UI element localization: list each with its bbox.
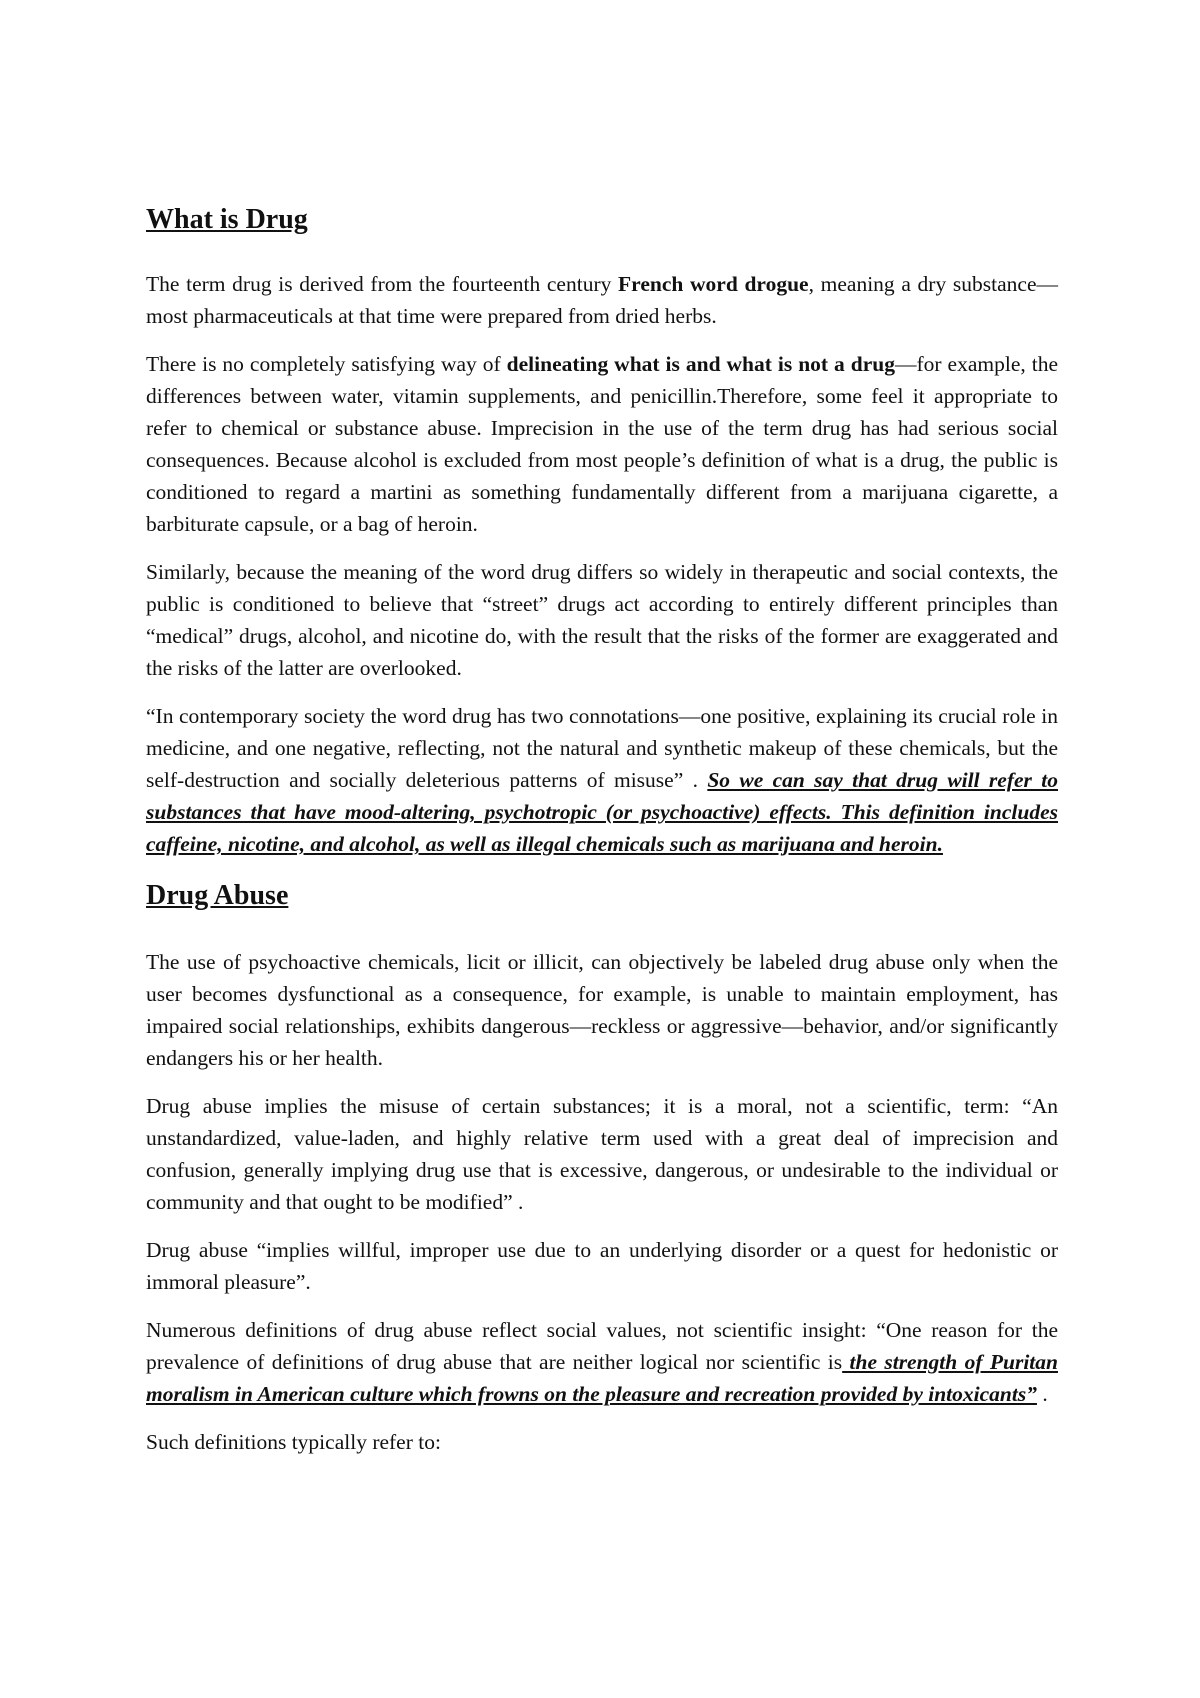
paragraph-etymology: [146, 268, 1058, 332]
paragraph-text: The term drug is derived from the fourteenth century: [146, 272, 619, 296]
paragraph-text: “In contemporary society the word drug has two connotations—one positive, explaining its crucial role in medicine, and one negative, reflecting, not the natural and synthetic makeup of these chemicals, but the self-destruction and socially deleterious patterns of misuse” .: [146, 704, 1058, 792]
paragraph-such-definitions: Such definitions typically refer to:: [146, 1430, 441, 1454]
bold-phrase: French word drogue: [618, 272, 809, 296]
paragraph-text: —for example, the differences between water, vitamin supplements, and penicillin.Therefore, some feel it appropriate to refer to chemical or substance abuse. Imprecision in the use of the term drug has had serious social consequences. Because alcohol is excluded from most people’s definition of what is a drug, the public is conditioned to regard a martini as something fundamentally different from a marijuana cigarette, a barbiturate capsule, or a bag of heroin.: [146, 352, 1058, 536]
paragraph-definition: [146, 348, 1058, 540]
paragraph-abuse-use: The use of psychoactive chemicals, licit or illicit, can objectively be labeled drug abuse only when the user becomes dysfunctional as a consequence, for example, is unable to maintain employment, has impaired social relationships, exhibits dangerous—reckless or aggressive—behavior, and/or significantly endangers his or her health.: [146, 950, 1058, 1070]
paragraph-connotations: [146, 700, 1058, 860]
paragraph-text: Numerous definitions of drug abuse reflect social values, not scientific insight: “One reason for the prevalence of definitions of drug abuse that are neither logical nor scientific is: [146, 1318, 1058, 1374]
paragraph-text: , meaning a dry substance—most pharmaceuticals at that time were prepared from dried herbs.: [146, 272, 1058, 328]
emphasized-phrase: the strength of Puritan moralism in American culture which frowns on the pleasure and recreation provided by intoxicants”: [146, 1350, 1058, 1406]
heading-what-is-drug: What is Drug: [146, 204, 308, 235]
paragraph-contexts: Similarly, because the meaning of the word drug differs so widely in therapeutic and social contexts, the public is conditioned to believe that “street” drugs act according to entirely different principles than “medical” drugs, alcohol, and nicotine do, with the result that the risks of the former are exaggerated and the risks of the latter are overlooked.: [146, 560, 1058, 680]
paragraph-abuse-values: [146, 1314, 1058, 1410]
paragraph-abuse-moral: Drug abuse implies the misuse of certain substances; it is a moral, not a scientific, term: “An unstandardized, value-laden, and highly relative term used with a great deal of imprecision and confusion, generally implying drug use that is excessive, dangerous, or undesirable to the individual or community and that ought to be modified” .: [146, 1094, 1058, 1214]
bold-phrase: delineating what is and what is not a drug: [506, 352, 895, 376]
document-page: [146, 200, 1058, 1474]
emphasized-phrase: So we can say that drug will refer to substances that have mood-altering, psychotropic (or psychoactive) effects. This definition includes caffeine, nicotine, and alcohol, as well as illegal chemicals such as marijuana and heroin.: [146, 768, 1058, 856]
paragraph-text: There is no completely satisfying way of: [146, 352, 507, 376]
paragraph-abuse-willful: Drug abuse “implies willful, improper use due to an underlying disorder or a quest for hedonistic or immoral pleasure”.: [146, 1238, 1058, 1294]
heading-drug-abuse: Drug Abuse: [146, 880, 289, 911]
paragraph-text: .: [1036, 1382, 1048, 1406]
